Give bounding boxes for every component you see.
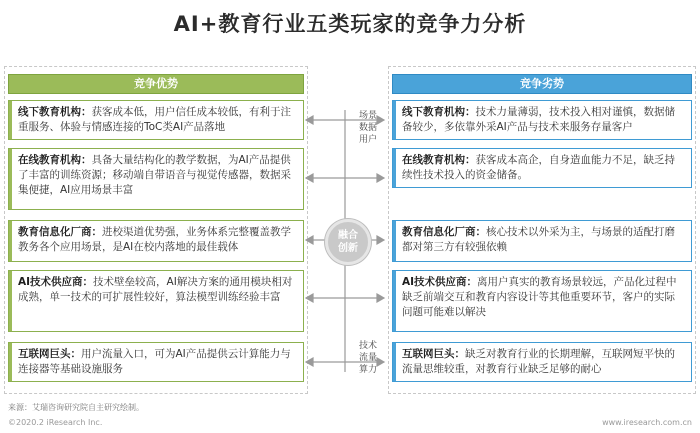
bottom-side-label-text: 技术 流量 算力 (358, 341, 377, 375)
disadvantage-label: AI技术供应商： (402, 276, 478, 288)
advantage-label: AI技术供应商： (18, 276, 94, 288)
advantage-offline-edu (8, 100, 304, 140)
advantage-label: 教育信息化厂商： (18, 226, 102, 238)
center-label-line1: 融合 (338, 230, 358, 241)
disadvantage-offline-edu (392, 100, 692, 140)
advantage-text: 进校渠道优势强，业务体系完整覆盖教学教务各个应用场景，是AI在校内落地的最佳载体 (18, 226, 291, 253)
disadvantage-label: 在线教育机构： (402, 154, 476, 166)
advantage-text: 用户流量入口，可为AI产品提供云计算能力与连接器等基础设施服务 (18, 348, 291, 375)
disadvantage-text: 技术力量薄弱，技术投入相对谨慎，数据储备较少，多依靠外采AI产品与技术来服务存量客户 (402, 106, 675, 133)
advantage-label: 在线教育机构： (18, 154, 92, 166)
copyright: ©2020.2 iResearch Inc. (8, 418, 103, 427)
disadvantage-label: 教育信息化厂商： (402, 226, 486, 238)
disadvantage-label: 线下教育机构： (402, 106, 476, 118)
disadvantage-ai-tech-supplier (392, 270, 692, 332)
website-link[interactable]: www.iresearch.com.cn (602, 418, 692, 427)
disadvantage-text: 获客成本高企，自身造血能力不足，缺乏持续性技术投入的资金储备。 (402, 154, 675, 181)
advantage-text: 技术壁垒较高，AI解决方案的通用模块相对成熟，单一技术的可扩展性较好，算法模型训练经验丰富 (18, 276, 293, 303)
disadvantage-label: 互联网巨头： (402, 348, 465, 360)
fusion-innovation-circle (325, 219, 371, 265)
disadvantage-online-edu (392, 148, 692, 188)
source-note: 来源：艾瑞咨询研究院自主研究绘制。 (8, 403, 144, 412)
bottom-side-label (356, 340, 380, 376)
top-side-label (356, 110, 380, 146)
advantage-text: 获客成本低，用户信任成本较低，有利于注重服务、体验与情感连接的ToC类AI产品落地 (18, 106, 291, 133)
disadvantages-header: 竞争劣势 (392, 74, 692, 94)
advantage-text: 具备大量结构化的教学数据，为AI产品提供了丰富的训练资源；移动端自带语音与视觉传感器，数据采集便捷，AI应用场景丰富 (18, 154, 291, 196)
advantages-header: 竞争优势 (8, 74, 304, 94)
disadvantage-edu-it-vendor (392, 220, 692, 262)
advantage-internet-giant (8, 342, 304, 382)
disadvantage-internet-giant (392, 342, 692, 382)
disadvantage-text: 缺乏对教育行业的长期理解，互联网短平快的流量思维较重，对教育行业缺乏足够的耐心 (402, 348, 675, 375)
advantage-ai-tech-supplier (8, 270, 304, 332)
center-label-line2: 创新 (338, 243, 358, 254)
page-title: AI+教育行业五类玩家的竞争力分析 (173, 12, 527, 36)
advantage-online-edu (8, 148, 304, 210)
top-side-label-text: 场景 数据 用户 (358, 111, 377, 145)
advantage-label: 互联网巨头： (18, 348, 81, 360)
advantage-edu-it-vendor (8, 220, 304, 262)
disadvantage-text: 核心技术以外采为主，与场景的适配打磨都对第三方有较强依赖 (402, 226, 675, 253)
disadvantage-text: 离用户真实的教育场景较远，产品化过程中缺乏前端交互和教育内容设计等其他重要环节，客户的实际问题可能难以解决 (402, 276, 677, 318)
advantage-label: 线下教育机构： (18, 106, 92, 118)
